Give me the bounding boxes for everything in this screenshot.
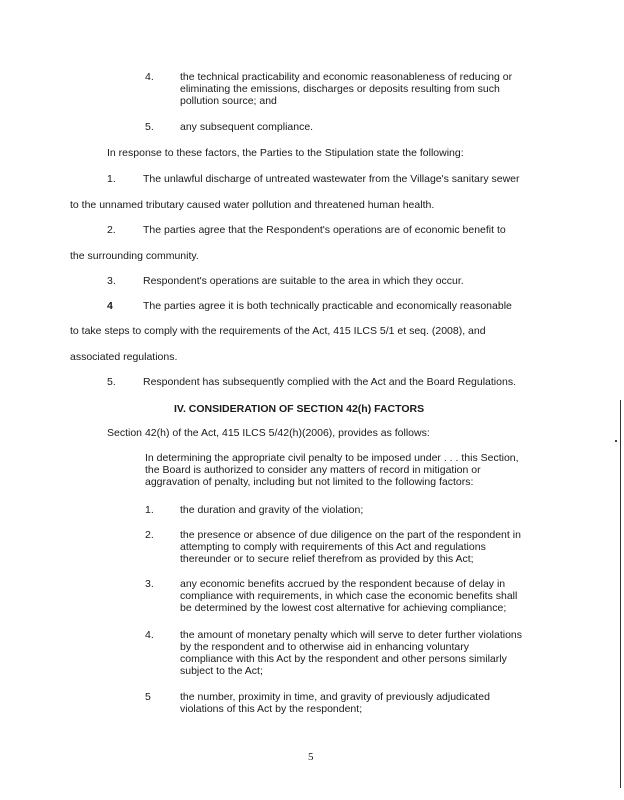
- factor-line: violations of this Act by the respondent;: [180, 703, 363, 715]
- response-text: associated regulations.: [70, 351, 178, 363]
- factor-line: thereunder or to secure relief therefrom as provided by this Act;: [180, 553, 474, 565]
- response-number: 2.: [107, 224, 116, 236]
- page-number: 5: [308, 751, 314, 763]
- factor-number: 5: [145, 691, 151, 703]
- scan-margin-line: [620, 400, 621, 788]
- quote-line: the Board is authorized to consider any matters of record in mitigation or: [145, 464, 481, 476]
- factor-line: attempting to comply with requirements of this Act and regulations: [180, 541, 486, 553]
- factor-line: any economic benefits accrued by the respondent because of delay in: [180, 578, 506, 590]
- scan-artifact-dot: [615, 440, 617, 442]
- section-heading: IV. CONSIDERATION OF SECTION 42(h) FACTORS: [174, 403, 425, 415]
- factor-number: 4.: [145, 629, 154, 641]
- factor-line: by the respondent and to otherwise aid in enhancing voluntary: [180, 641, 469, 653]
- section-intro: Section 42(h) of the Act, 415 ILCS 5/42(h)(2006), provides as follows:: [107, 427, 430, 439]
- factor-number: 3.: [145, 578, 154, 590]
- response-text: The parties agree it is both technically practicable and economically reasonable: [143, 300, 512, 312]
- response-text: to the unnamed tributary caused water pollution and threatened human health.: [70, 199, 435, 211]
- factor-line: compliance with this Act by the respondent and other persons similarly: [180, 653, 507, 665]
- response-number: 3.: [107, 275, 116, 287]
- response-text: to take steps to comply with the requirements of the Act, 415 ILCS 5/1 et seq. (2008), and: [70, 325, 486, 337]
- factor-line: the presence or absence of due diligence on the part of the respondent in: [180, 529, 521, 541]
- intro-paragraph: In response to these factors, the Parties to the Stipulation state the following:: [107, 147, 464, 159]
- pre-item-line: pollution source; and: [180, 95, 277, 107]
- response-number: 5.: [107, 376, 116, 388]
- factor-line: the number, proximity in time, and gravity of previously adjudicated: [180, 691, 490, 703]
- factor-line: the amount of monetary penalty which will serve to deter further violations: [180, 629, 523, 641]
- response-text: The parties agree that the Respondent's operations are of economic benefit to: [143, 224, 506, 236]
- pre-item-line: eliminating the emissions, discharges or deposits resulting from such: [180, 83, 500, 95]
- response-text: Respondent has subsequently complied with the Act and the Board Regulations.: [143, 376, 516, 388]
- pre-item-line: the technical practicability and economic reasonableness of reducing or: [180, 71, 513, 83]
- response-text: The unlawful discharge of untreated wastewater from the Village's sanitary sewer: [143, 173, 520, 185]
- pre-item-number: 4.: [145, 71, 154, 83]
- pre-item-line: any subsequent compliance.: [180, 121, 314, 133]
- quote-line: aggravation of penalty, including but not limited to the following factors:: [145, 476, 474, 488]
- response-text: the surrounding community.: [70, 250, 199, 262]
- response-text: Respondent's operations are suitable to the area in which they occur.: [143, 275, 464, 287]
- quote-line: In determining the appropriate civil penalty to be imposed under . . . this Section,: [145, 452, 519, 464]
- response-number: 1.: [107, 173, 116, 185]
- pre-item-number: 5.: [145, 121, 154, 133]
- factor-line: compliance with requirements, in which case the economic benefits shall: [180, 590, 518, 602]
- factor-number: 2.: [145, 529, 154, 541]
- factor-line: be determined by the lowest cost alternative for achieving compliance;: [180, 602, 507, 614]
- factor-line: subject to the Act;: [180, 665, 263, 677]
- response-number: 4: [107, 300, 113, 312]
- factor-number: 1.: [145, 504, 154, 516]
- factor-line: the duration and gravity of the violation;: [180, 504, 364, 516]
